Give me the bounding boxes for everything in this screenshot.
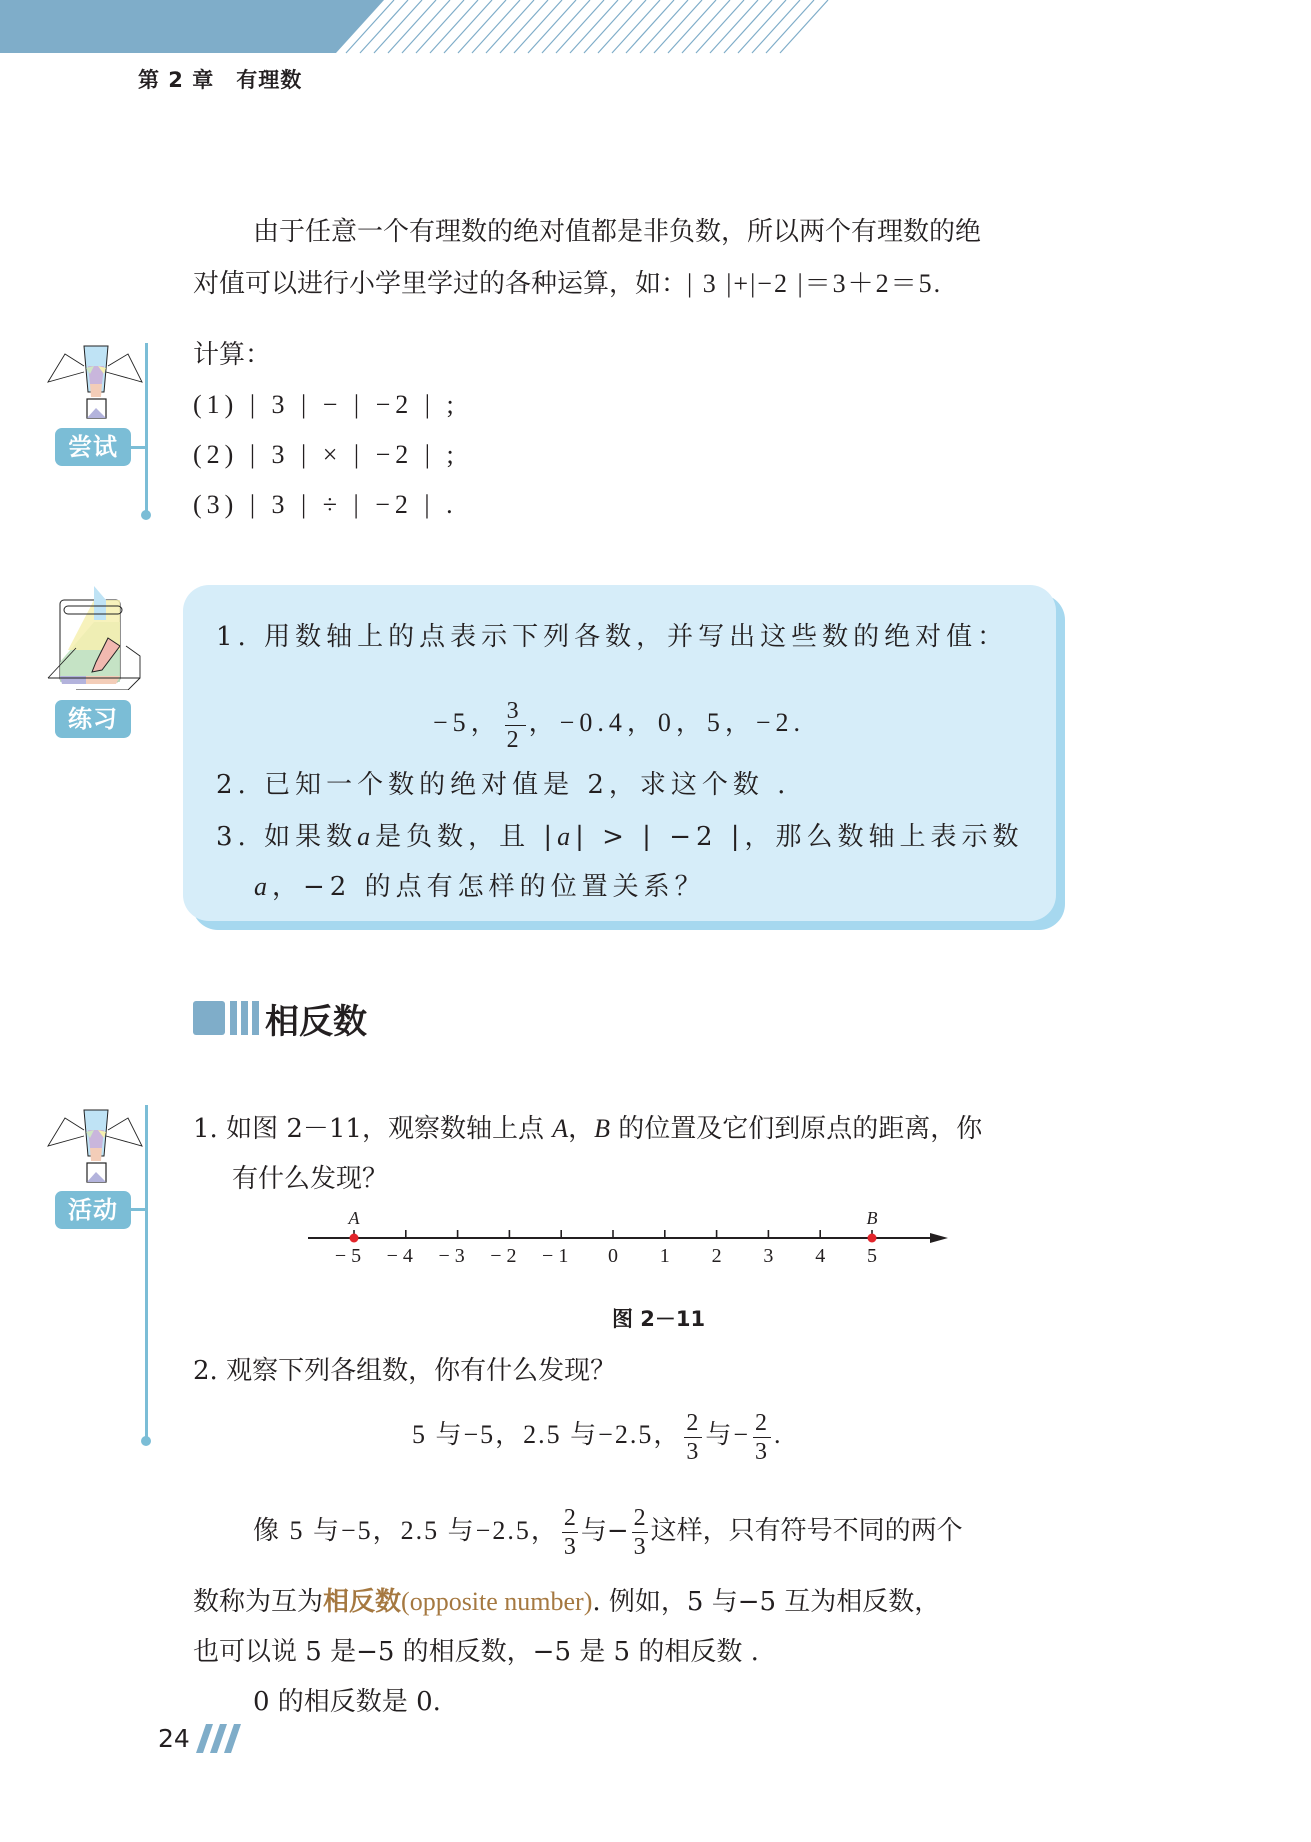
svg-text:− 4: − 4 [386, 1245, 413, 1267]
q1-text-b: 的位置及它们到原点的距离，你 [610, 1114, 983, 1144]
practice-item-3-text-c: | > | −2 |，那么数轴上表示数 [575, 822, 1024, 852]
practice-item-2: 2. 已知一个数的绝对值是 2，求这个数 . [216, 770, 791, 800]
fraction-denominator: 3 [633, 1533, 646, 1560]
heading-block-icon [193, 1001, 225, 1035]
number-list-first: −5， [433, 708, 502, 737]
fraction-denominator: 3 [755, 1438, 769, 1465]
svg-text:3: 3 [763, 1245, 774, 1267]
svg-text:− 1: − 1 [542, 1245, 569, 1267]
activity-rule-end-dot [141, 1436, 151, 1446]
heading-bar-icon [252, 1001, 259, 1035]
fraction-numerator: 2 [563, 1504, 576, 1531]
intro-line-2-text: 对值可以进行小学里学过的各种运算，如： [193, 269, 688, 299]
fraction-two-thirds [753, 1411, 771, 1464]
practice-item-3-text-d: ，−2 的点有怎样的位置关系？ [272, 872, 706, 902]
practice-item-3-line-2 [254, 862, 706, 912]
activity-badge: 活动 [55, 1191, 131, 1229]
notebook-pencil-icon [46, 580, 146, 690]
arrow-icon [930, 1233, 948, 1243]
svg-text:1: 1 [659, 1245, 670, 1267]
number-list-rest: ，−0.4，0，5，−2. [528, 708, 805, 737]
intro-line-1: 由于任意一个有理数的绝对值都是非负数，所以两个有理数的绝 [253, 217, 982, 247]
try-item-1: (1) | 3 | − | −2 | ; [193, 390, 459, 419]
activity-rule [145, 1105, 148, 1440]
heading-bar-icon [230, 1001, 237, 1035]
practice-item-1: 1. 用数轴上的点表示下列各数，并写出这些数的绝对值： [216, 622, 1009, 652]
q2-math-a: 5 与−5，2.5 与−2.5， [412, 1420, 682, 1449]
practice-badge: 练习 [55, 700, 131, 738]
variable-a: a [357, 822, 376, 851]
q1-text-a: 1. 如图 2－11，观察数轴上点 [193, 1114, 553, 1144]
fraction-two-thirds [684, 1411, 702, 1464]
svg-text:2: 2 [711, 1245, 722, 1267]
fraction-three-halves [505, 699, 526, 752]
q2-math-end: . [774, 1420, 783, 1449]
intro-example-math: | 3 |+|−2 |＝3＋2＝5. [687, 269, 943, 298]
practice-item-1-numbers [433, 693, 805, 753]
svg-text:− 5: − 5 [334, 1245, 362, 1267]
q2-math-mid: 与− [705, 1420, 750, 1449]
fraction-numerator: 3 [506, 697, 524, 724]
chapter-title: 有理数 [236, 68, 303, 92]
def-text-c: 数称为互为 [193, 1587, 324, 1617]
def-text-d: . 例如，5 与−5 互为相反数， [592, 1587, 941, 1617]
definition-line-4: 0 的相反数是 0. [253, 1687, 441, 1717]
definition-line-3: 也可以说 5 是−5 的相反数，−5 是 5 的相反数 . [193, 1637, 759, 1667]
try-item-2: (2) | 3 | × | −2 | ; [193, 440, 459, 469]
svg-text:0: 0 [608, 1245, 618, 1267]
svg-text:A: A [348, 1212, 360, 1228]
svg-text:4: 4 [815, 1245, 826, 1267]
figure-caption: 图 2－11 [612, 1307, 706, 1331]
point-a-ref: A [552, 1114, 569, 1143]
fraction-numerator: 2 [633, 1504, 646, 1531]
definition-line-2 [193, 1576, 940, 1628]
practice-item-3-text-b: 是负数，且 | [375, 822, 558, 852]
point-b-ref: B [594, 1114, 611, 1143]
fraction-denominator: 3 [563, 1533, 576, 1560]
point-a-marker [350, 1234, 359, 1243]
definition-line-1 [253, 1496, 963, 1566]
intro-line-2 [193, 258, 942, 310]
heading-bar-icon [241, 1001, 248, 1035]
fraction-numerator: 2 [686, 1409, 701, 1436]
header-band [0, 0, 840, 54]
variable-a: a [557, 822, 576, 851]
svg-text:5: 5 [867, 1245, 877, 1267]
svg-text:− 3: − 3 [438, 1245, 465, 1267]
try-rule [145, 343, 148, 513]
page-number: 24 [158, 1724, 190, 1753]
try-rule-end-dot [141, 510, 151, 520]
fraction-two-thirds [562, 1506, 578, 1559]
point-b-marker [868, 1234, 877, 1243]
q1-sep: ， [568, 1114, 595, 1144]
page-slashes-icon [196, 1722, 246, 1756]
number-line-figure [300, 1212, 980, 1282]
section-title: 相反数 [265, 1002, 367, 1042]
variable-a: a [254, 872, 272, 901]
fraction-numerator: 2 [755, 1409, 769, 1436]
activity-q2-math [412, 1400, 783, 1470]
svg-text:B: B [866, 1212, 878, 1228]
def-text-b: 这样，只有符号不同的两个 [650, 1516, 963, 1546]
fraction-denominator: 2 [506, 726, 524, 753]
try-item-3: (3) | 3 | ÷ | −2 | . [193, 490, 458, 519]
svg-text:− 2: − 2 [490, 1245, 517, 1267]
pinwheel-icon [46, 1106, 146, 1186]
activity-q1-line-2: 有什么发现？ [232, 1164, 389, 1194]
def-text-mid: 与− [580, 1516, 629, 1546]
pinwheel-icon [46, 342, 146, 422]
term-english: (opposite number) [401, 1587, 593, 1616]
fraction-two-thirds [632, 1506, 648, 1559]
fraction-denominator: 3 [686, 1438, 701, 1465]
chapter-number: 第 2 章 [138, 68, 215, 92]
practice-item-3-text-a: 3. 如果数 [216, 822, 358, 852]
activity-q1-line-1 [193, 1104, 982, 1154]
term-opposite-number: 相反数 [323, 1587, 402, 1617]
practice-item-3-line-1 [216, 812, 1024, 862]
chapter-header [138, 64, 324, 94]
try-badge: 尝试 [55, 428, 131, 466]
activity-q2: 2. 观察下列各组数，你有什么发现？ [193, 1356, 617, 1386]
def-text-a: 像 5 与−5，2.5 与−2.5， [253, 1516, 559, 1545]
try-heading: 计算： [193, 340, 272, 370]
